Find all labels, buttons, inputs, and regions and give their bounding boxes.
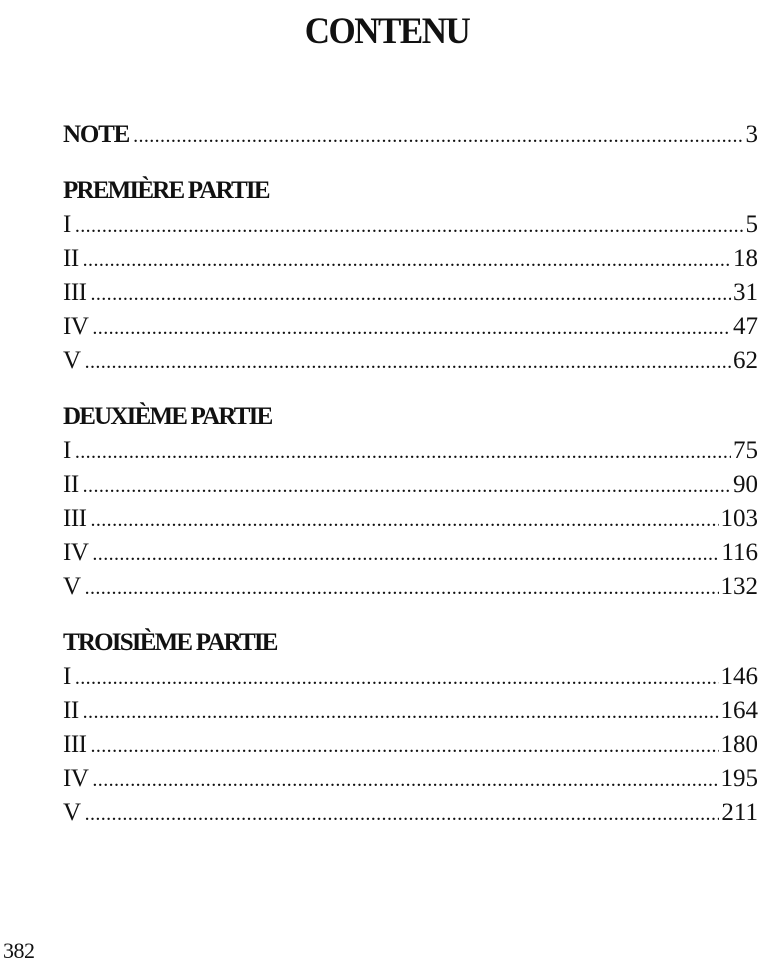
section-heading: DEUXIÈME PARTIE [63, 403, 272, 430]
toc-entry[interactable] [63, 762, 758, 796]
toc-entry[interactable] [63, 796, 758, 830]
section-troisieme-partie [63, 620, 758, 830]
toc-entry-label: II [63, 471, 79, 498]
dot-leader [83, 695, 719, 728]
toc-entry-page: 116 [721, 539, 758, 566]
toc-entry-label: III [63, 279, 87, 306]
toc-entry[interactable] [63, 276, 758, 310]
toc-entry-page: 5 [745, 211, 758, 238]
toc-entry-label: V [63, 347, 81, 374]
toc-entry[interactable] [63, 728, 758, 762]
dot-leader [83, 469, 731, 502]
toc-entry-label: I [63, 211, 71, 238]
toc-entry[interactable] [63, 502, 758, 536]
table-of-contents [63, 118, 758, 830]
dot-leader [92, 537, 719, 570]
dot-leader [92, 763, 718, 796]
toc-entry-label: I [63, 663, 71, 690]
toc-entry[interactable] [63, 344, 758, 378]
dot-leader [133, 119, 743, 152]
toc-entry-page: 164 [720, 697, 758, 724]
dot-leader [85, 345, 731, 378]
dot-leader [85, 571, 719, 604]
toc-entry-page: 62 [733, 347, 758, 374]
toc-entry-label: IV [63, 539, 89, 566]
toc-entry-page: 180 [720, 731, 758, 758]
dot-leader [75, 435, 731, 468]
toc-entry-label: I [63, 437, 71, 464]
toc-entry-page: 132 [720, 573, 758, 600]
section-heading: TROISIÈME PARTIE [63, 629, 277, 656]
toc-entry-page: 47 [733, 313, 758, 340]
toc-entry-page: 3 [745, 121, 758, 148]
toc-entry-page: 103 [720, 505, 758, 532]
dot-leader [75, 209, 744, 242]
dot-leader [90, 277, 731, 310]
section-deuxieme-partie [63, 394, 758, 604]
toc-entry-page: 90 [733, 471, 758, 498]
dot-leader [83, 243, 731, 276]
toc-entry-label: II [63, 697, 79, 724]
toc-entry[interactable] [63, 434, 758, 468]
page-title: CONTENU [304, 10, 470, 52]
toc-entry-page: 146 [720, 663, 758, 690]
toc-entry-label: IV [63, 313, 89, 340]
toc-entry[interactable] [63, 694, 758, 728]
toc-entry-page: 18 [733, 245, 758, 272]
toc-entry-label: III [63, 731, 87, 758]
toc-entry[interactable] [63, 242, 758, 276]
section-premiere-partie [63, 168, 758, 378]
toc-entry[interactable] [63, 208, 758, 242]
toc-entry-page: 75 [733, 437, 758, 464]
toc-entry[interactable] [63, 536, 758, 570]
toc-entry[interactable] [63, 468, 758, 502]
toc-entry[interactable] [63, 570, 758, 604]
toc-entry-page: 31 [733, 279, 758, 306]
dot-leader [90, 503, 718, 536]
toc-entry-page: 195 [720, 765, 758, 792]
dot-leader [92, 311, 731, 344]
dot-leader [90, 729, 718, 762]
dot-leader [85, 797, 720, 830]
dot-leader [75, 661, 719, 694]
toc-entry-label: IV [63, 765, 89, 792]
toc-entry-page: 211 [721, 799, 758, 826]
toc-entry-label: NOTE [63, 121, 130, 148]
toc-entry-label: II [63, 245, 79, 272]
toc-entry-note[interactable] [63, 118, 758, 152]
toc-entry[interactable] [63, 310, 758, 344]
toc-entry[interactable] [63, 660, 758, 694]
toc-entry-label: III [63, 505, 87, 532]
page-number: 382 [3, 938, 35, 963]
section-heading: PREMIÈRE PARTIE [63, 177, 269, 204]
toc-entry-label: V [63, 573, 81, 600]
toc-entry-label: V [63, 799, 81, 826]
